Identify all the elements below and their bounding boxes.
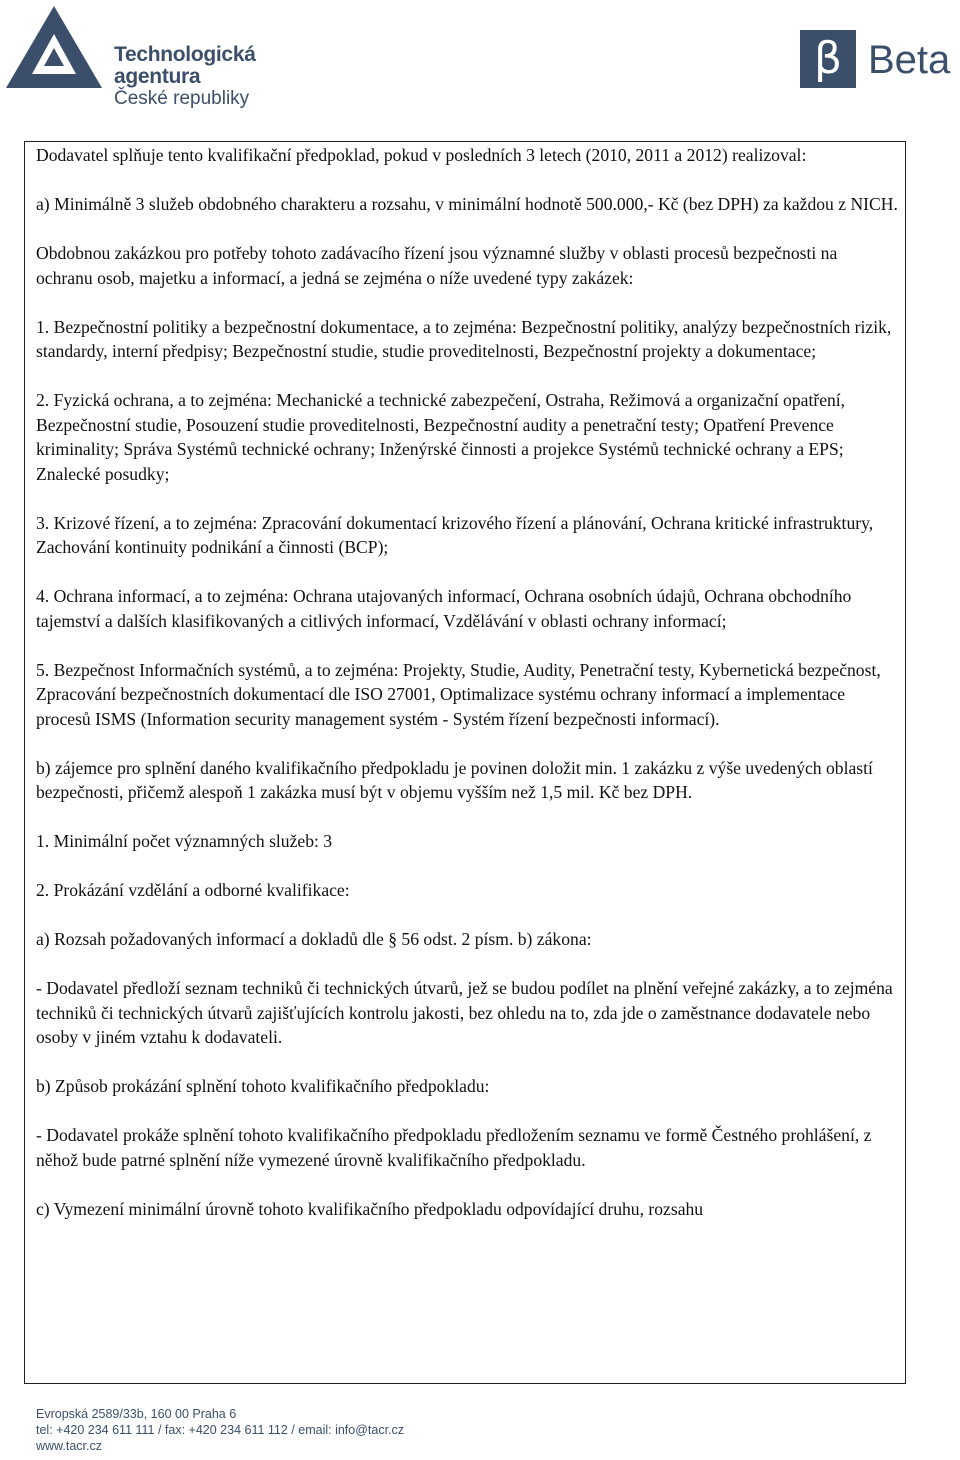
paragraph: 3. Krizové řízení, a to zejména: Zpracování dokumentací krizového řízení a plánování, Ochrana kritické infrastruktury, Zachování kontinuity podnikání a činnosti (BCP); [36,512,874,557]
beta-icon: β [800,30,856,88]
paragraph: 1. Bezpečnostní politiky a bezpečnostní dokumentace, a to zejména: Bezpečnostní politiky, analýzy bezpečnostních rizik, standardy, interní předpisy; Bezpečnostní studie, studie proveditelnosti, Bezpečnostní projekty a dokumentace; [36,316,892,361]
beta-wordmark: Beta [868,38,951,82]
page-header [0,0,960,109]
beta-logo [796,28,956,92]
paragraph: Dodavatel splňuje tento kvalifikační předpoklad, pokud v posledních 3 letech (2010, 2011 a 2012) realizoval: [36,145,807,165]
tacr-logo [4,4,314,109]
agency-name-line1: Technologická agentura [114,43,256,88]
footer-address: Evropská 2589/33b, 160 00 Praha 6 [36,1407,237,1421]
document-body [36,143,898,1246]
paragraph: 4. Ochrana informací, a to zejména: Ochrana utajovaných informací, Ochrana osobních údajů, Ochrana obchodního tajemství a dalších klasifikovaných a citlivých informací, Vzdělávání v oblasti ochrany informací; [36,586,852,631]
paragraph: 5. Bezpečnost Informačních systémů, a to zejména: Projekty, Studie, Audity, Penetrační testy, Kybernetická bezpečnost, Zpracování bezpečnostních dokumentací dle ISO 27001, Optimalizace systému ochrany informací a implementace procesů ISMS (Information security management systém - Systém řízení bezpečnosti informací). [36,659,881,729]
paragraph: - Dodavatel předloží seznam techniků či technických útvarů, jež se budou podílet na plnění veřejné zakázky, a to zejména techniků či technických útvarů zajišťujících kontrolu jakosti, bez ohledu na to, zda jde o zaměstnance dodavatele nebo osoby v jiném vztahu k dodavateli. [36,978,893,1047]
paragraph: Obdobnou zakázkou pro potřeby tohoto zadávacího řízení jsou významné služby v oblasti procesů bezpečnosti na ochranu osob, majetku a informací, a jedná se zejména o níže uvedené typy zakázek: [36,243,838,288]
paragraph: 1. Minimální počet významných služeb: 3 [36,831,333,851]
paragraph: c) Vymezení minimální úrovně tohoto kvalifikačního předpokladu odpovídající druhu, rozsahu [36,1198,704,1219]
paragraph: 2. Prokázání vzdělání a odborné kvalifikace: [36,880,350,900]
footer-contact: tel: +420 234 611 111 / fax: +420 234 611 112 / email: info@tacr.cz [36,1423,405,1437]
paragraph: - Dodavatel prokáže splnění tohoto kvalifikačního předpokladu předložením seznamu ve formě Čestného prohlášení, z něhož bude patrné splnění níže vymezené úrovně kvalifikačního předpokladu. [36,1125,872,1170]
tacr-triangle-icon [4,4,108,90]
paragraph: a) Rozsah požadovaných informací a dokladů dle § 56 odst. 2 písm. b) zákona: [36,929,592,949]
agency-name-line2: České republiky [114,88,250,109]
paragraph: 2. Fyzická ochrana, a to zejména: Mechanické a technické zabezpečení, Ostraha, Režimová a organizační opatření, Bezpečnostní studie, Posouzení studie proveditelnosti, Bezpečnostní audity a penetrační testy; Opatření Prevence kriminality; Správa Systémů technické ochrany; Inženýrské činnosti a projekce Systémů technické ochrany a EPS; Znalecké posudky; [36,390,846,484]
paragraph: b) Způsob prokázání splnění tohoto kvalifikačního předpokladu: [36,1076,490,1096]
agency-name [114,44,314,110]
footer-web-link[interactable]: www.tacr.cz [36,1439,102,1453]
paragraph: b) zájemce pro splnění daného kvalifikačního předpokladu je povinen doložit min. 1 zakázku z výše uvedených oblastí bezpečnosti, přičemž alespoň 1 zakázka musí být v objemu vyšším než 1,5 mil. Kč bez DPH. [36,757,873,802]
page-footer [36,1406,636,1454]
paragraph: a) Minimálně 3 služeb obdobného charakteru a rozsahu, v minimální hodnotě 500.000,- Kč (bez DPH) za každou z NICH. [36,194,898,214]
